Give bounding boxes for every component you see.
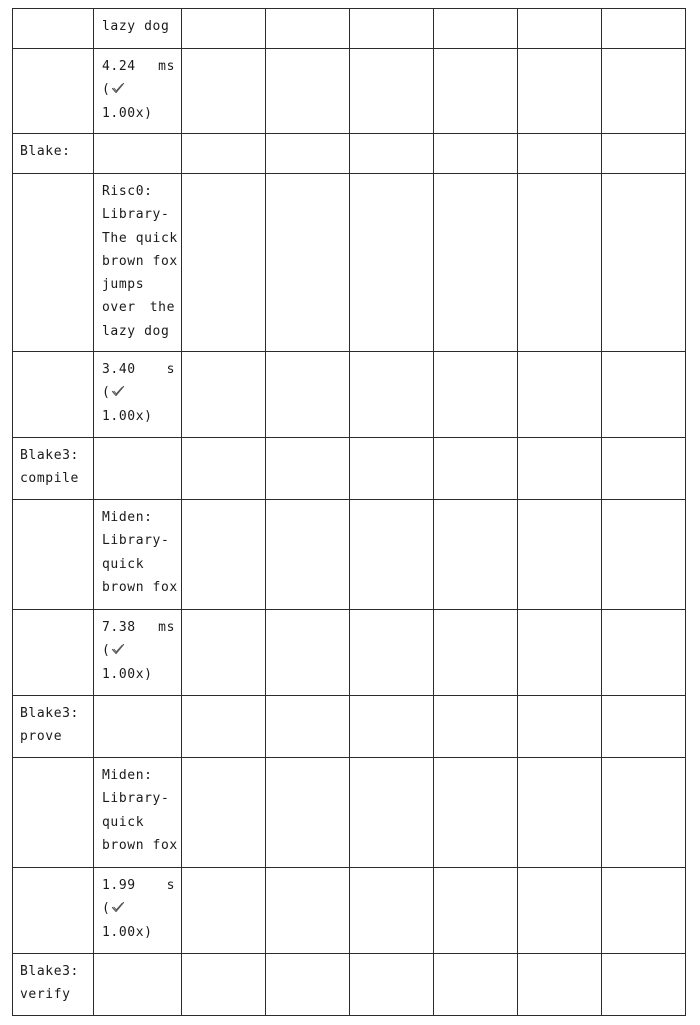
checkmark-icon: [111, 900, 125, 914]
empty-cell: [266, 954, 350, 1016]
row-label-cell: [13, 9, 94, 49]
library-description: [94, 9, 181, 38]
description-line: Miden:: [102, 510, 153, 525]
entry-cell: [94, 868, 182, 954]
description-word: the: [149, 300, 175, 316]
entry-cell: [94, 500, 182, 610]
row-label-cell: [13, 438, 94, 500]
entry-cell: [94, 174, 182, 352]
table-row: [13, 352, 686, 438]
description-line: lazy dog: [102, 323, 170, 339]
empty-cell: [434, 868, 518, 954]
speedup-ratio: 1.00x): [102, 408, 153, 424]
empty-cell: [602, 438, 686, 500]
timing-value-line: [102, 358, 175, 381]
timing-value: 3.40: [102, 362, 136, 377]
empty-cell: [182, 500, 266, 610]
paren-open: (: [102, 385, 111, 401]
row-label-line: verify: [20, 987, 71, 1003]
timing-value-line: [102, 55, 175, 78]
empty-cell: [350, 868, 434, 954]
description-line: quick: [102, 814, 145, 830]
table-row: [13, 868, 686, 954]
empty-cell: [434, 500, 518, 610]
empty-cell: [350, 610, 434, 696]
table-row: [13, 610, 686, 696]
empty-cell: [266, 758, 350, 868]
empty-cell: [350, 696, 434, 758]
timing-status-line: [102, 381, 175, 404]
benchmark-table-container: [12, 8, 685, 1016]
empty-cell: [518, 868, 602, 954]
description-line: Risc0:: [102, 184, 153, 199]
description-line: Library-: [102, 533, 170, 549]
paren-open: (: [102, 901, 111, 917]
description-line: jumps: [102, 277, 145, 293]
description-line: Library-: [102, 791, 170, 807]
speedup-ratio: 1.00x): [102, 105, 153, 121]
library-description: [94, 500, 181, 599]
description-line: [102, 296, 175, 319]
description-line: Miden:: [102, 768, 153, 783]
description-line: The quick: [102, 230, 178, 246]
entry-cell: [94, 758, 182, 868]
entry-cell: [94, 352, 182, 438]
description-line: Library-: [102, 207, 170, 223]
checkmark-icon: [111, 384, 125, 398]
empty-cell: [434, 174, 518, 352]
row-label-cell: [13, 696, 94, 758]
entry-cell: [94, 9, 182, 49]
empty-cell: [266, 438, 350, 500]
timing-status-line: [102, 78, 175, 101]
table-row: [13, 500, 686, 610]
row-label-cell: [13, 868, 94, 954]
entry-cell: [94, 49, 182, 134]
row-label: [13, 134, 93, 163]
empty-cell: [182, 134, 266, 174]
empty-cell: [350, 352, 434, 438]
timing-status-line: [102, 897, 175, 920]
empty-cell: [182, 954, 266, 1016]
empty-cell: [518, 49, 602, 134]
row-label-line: Blake3:: [20, 448, 79, 463]
empty-cell: [518, 500, 602, 610]
empty-cell: [182, 696, 266, 758]
library-description: [94, 174, 181, 343]
timing-unit: ms: [158, 620, 175, 635]
empty-cell: [602, 174, 686, 352]
empty-cell: [518, 438, 602, 500]
empty-cell: [266, 49, 350, 134]
empty-cell: [434, 134, 518, 174]
row-label-line: Blake3:: [20, 964, 79, 979]
row-label: [13, 696, 93, 749]
timing-status-line: [102, 639, 175, 662]
empty-cell: [266, 174, 350, 352]
entry-cell: [94, 954, 182, 1016]
timing-result: [94, 49, 181, 125]
description-line: brown fox: [102, 579, 178, 595]
empty-cell: [182, 49, 266, 134]
row-label-cell: [13, 954, 94, 1016]
empty-cell: [518, 134, 602, 174]
checkmark-icon: [111, 642, 125, 656]
empty-cell: [434, 954, 518, 1016]
empty-cell: [518, 610, 602, 696]
row-label: [13, 438, 93, 491]
entry-cell: [94, 438, 182, 500]
timing-value: 4.24: [102, 59, 136, 74]
empty-cell: [182, 868, 266, 954]
timing-value-line: [102, 616, 175, 639]
row-label-cell: [13, 49, 94, 134]
empty-cell: [602, 954, 686, 1016]
empty-cell: [434, 758, 518, 868]
empty-cell: [602, 868, 686, 954]
table-row: [13, 696, 686, 758]
empty-cell: [518, 954, 602, 1016]
benchmark-table: [12, 8, 686, 1016]
empty-cell: [266, 134, 350, 174]
timing-unit: ms: [158, 59, 175, 74]
table-row: [13, 954, 686, 1016]
timing-unit: s: [166, 362, 175, 377]
empty-cell: [266, 9, 350, 49]
empty-cell: [182, 758, 266, 868]
description-line: brown fox: [102, 253, 178, 269]
entry-cell: [94, 696, 182, 758]
table-row: [13, 174, 686, 352]
paren-open: (: [102, 643, 111, 659]
row-label-line: compile: [20, 471, 79, 487]
row-label-line: Blake3:: [20, 706, 79, 721]
description-word: over: [102, 300, 136, 316]
empty-cell: [518, 352, 602, 438]
empty-cell: [350, 500, 434, 610]
empty-cell: [350, 9, 434, 49]
timing-value-line: [102, 874, 175, 897]
checkmark-icon: [111, 81, 125, 95]
benchmark-table-body: [13, 9, 686, 1016]
empty-cell: [266, 352, 350, 438]
empty-cell: [434, 610, 518, 696]
empty-cell: [182, 174, 266, 352]
table-row: [13, 134, 686, 174]
timing-value: 7.38: [102, 620, 136, 635]
timing-result: [94, 352, 181, 428]
table-row: [13, 438, 686, 500]
empty-cell: [350, 758, 434, 868]
timing-value: 1.99: [102, 878, 136, 893]
empty-cell: [350, 174, 434, 352]
timing-result: [94, 868, 181, 944]
row-label-cell: [13, 174, 94, 352]
row-label: [13, 954, 93, 1007]
empty-cell: [518, 174, 602, 352]
empty-cell: [518, 758, 602, 868]
timing-unit: s: [166, 878, 175, 893]
entry-cell: [94, 134, 182, 174]
empty-cell: [434, 438, 518, 500]
empty-cell: [602, 500, 686, 610]
empty-cell: [266, 696, 350, 758]
table-row: [13, 9, 686, 49]
empty-cell: [350, 134, 434, 174]
table-row: [13, 758, 686, 868]
empty-cell: [602, 134, 686, 174]
table-row: [13, 49, 686, 134]
empty-cell: [182, 610, 266, 696]
speedup-ratio: 1.00x): [102, 666, 153, 682]
empty-cell: [266, 500, 350, 610]
empty-cell: [602, 610, 686, 696]
description-line: brown fox: [102, 837, 178, 853]
row-label-cell: [13, 352, 94, 438]
empty-cell: [602, 49, 686, 134]
empty-cell: [350, 438, 434, 500]
speedup-ratio: 1.00x): [102, 924, 153, 940]
row-label-line: Blake:: [20, 144, 71, 159]
empty-cell: [518, 696, 602, 758]
entry-cell: [94, 610, 182, 696]
row-label-cell: [13, 134, 94, 174]
empty-cell: [434, 9, 518, 49]
empty-cell: [350, 49, 434, 134]
empty-cell: [182, 438, 266, 500]
empty-cell: [434, 696, 518, 758]
row-label-cell: [13, 758, 94, 868]
empty-cell: [266, 868, 350, 954]
empty-cell: [518, 9, 602, 49]
empty-cell: [350, 954, 434, 1016]
empty-cell: [602, 758, 686, 868]
empty-cell: [434, 352, 518, 438]
description-line: quick: [102, 556, 145, 572]
row-label-line: prove: [20, 729, 63, 745]
empty-cell: [434, 49, 518, 134]
row-label-cell: [13, 610, 94, 696]
row-label-cell: [13, 500, 94, 610]
empty-cell: [602, 9, 686, 49]
paren-open: (: [102, 82, 111, 98]
empty-cell: [266, 610, 350, 696]
empty-cell: [182, 352, 266, 438]
empty-cell: [182, 9, 266, 49]
description-line: lazy dog: [102, 19, 170, 34]
timing-result: [94, 610, 181, 686]
library-description: [94, 758, 181, 857]
empty-cell: [602, 352, 686, 438]
empty-cell: [602, 696, 686, 758]
